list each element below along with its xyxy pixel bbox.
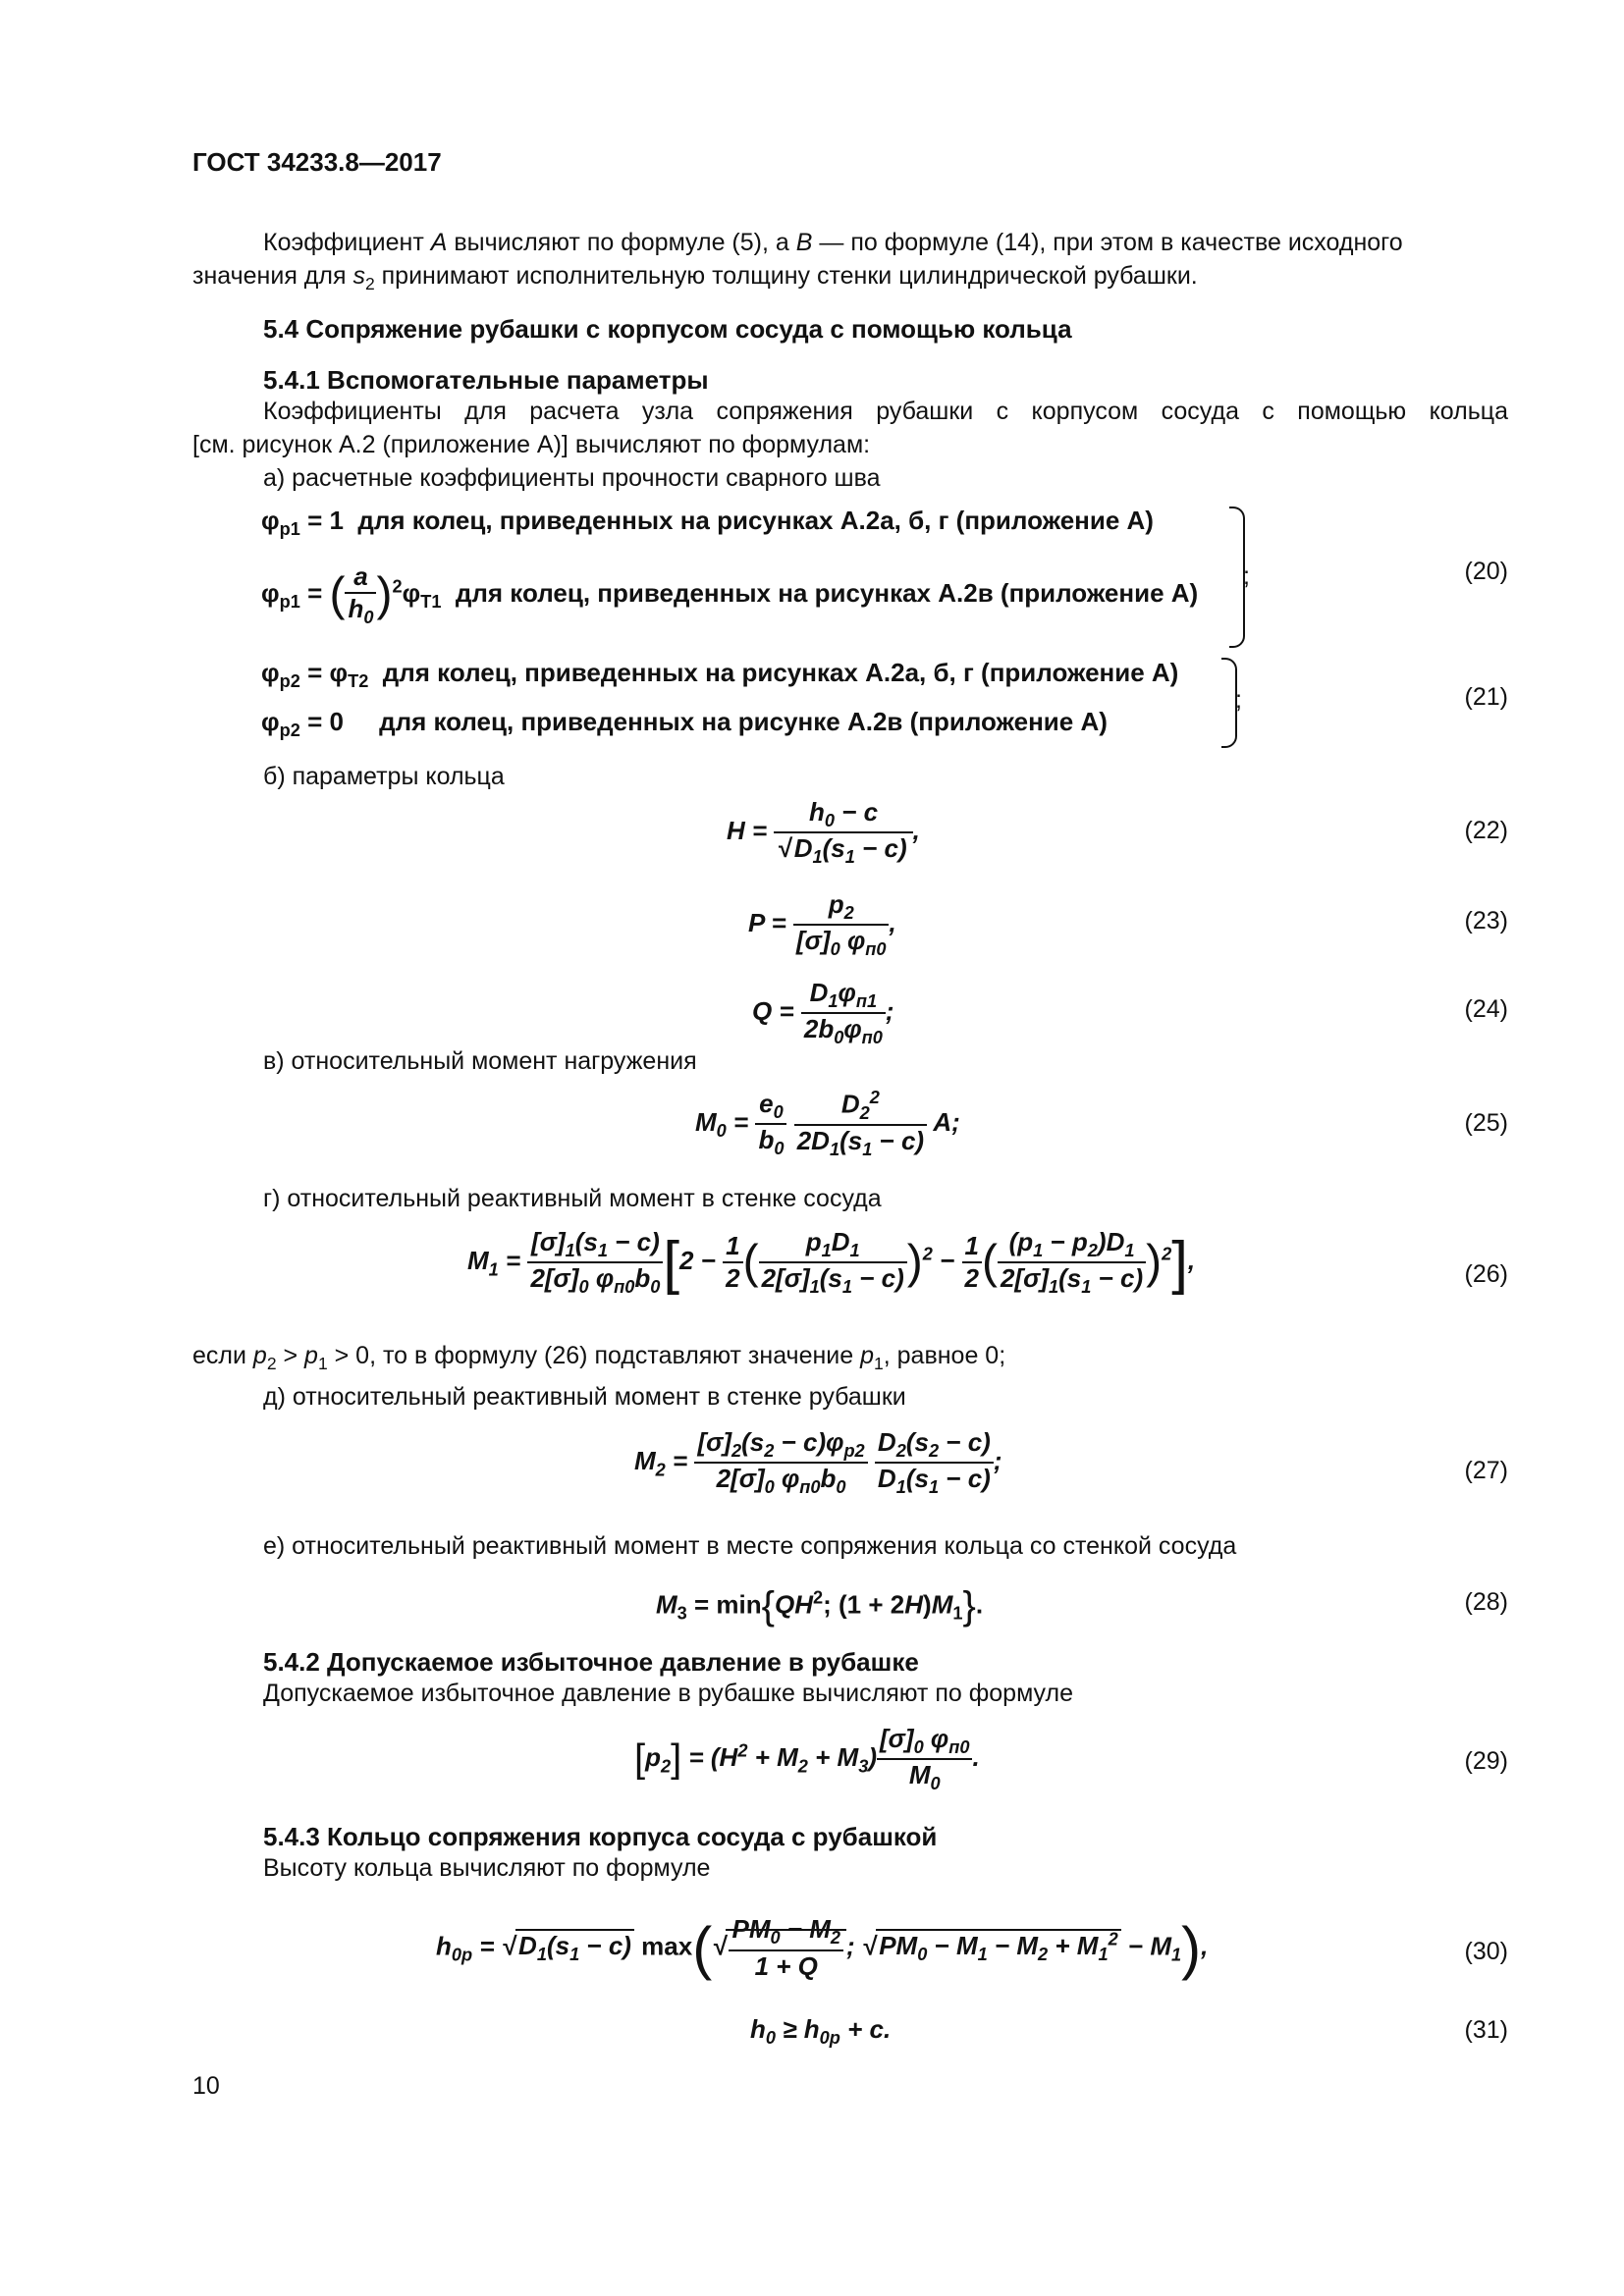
- eq30: $h_{0р}$ = √ $D_1(s_1 - c)$ max(√ $\frac{PM_0 - M_2}{1 + Q}$ ; √ $PM_0 - M_1 - M_2 + M_1^2 - M_1$),: [436, 1914, 1209, 1981]
- eq25: $M_0$ = $\frac{e_0}{b_0}$ $\frac{D_2^2}{2D_1(s_1 - c)}$ A;: [695, 1088, 960, 1160]
- eq23: P = $\frac{p_2}{[\sigma]_0 \varphi_{п0}}$ ,: [748, 889, 896, 960]
- para-5-4-3: Высоту кольца вычисляют по формуле: [263, 1854, 711, 1882]
- eq20-line1: $\varphi_{р1} = 1$ для колец, приведенных на рисунках А.2а, б, г (приложение А): [261, 506, 1154, 540]
- para-5-4-2: Допускаемое избыточное давление в рубашке вычисляют по формуле: [263, 1680, 1073, 1707]
- item-a: а) расчетные коэффициенты прочности сварного шва: [263, 464, 881, 492]
- item-e: е) относительный реактивный момент в месте сопряжения кольца со стенкой сосуда: [263, 1532, 1237, 1560]
- eq24-number: (24): [1464, 995, 1508, 1023]
- intro-line-1: Коэффициент A вычисляют по формуле (5), а B — по формуле (14), при этом в качестве исходного: [263, 229, 1403, 256]
- para-5-4-1-line-2: [см. рисунок А.2 (приложение А)] вычисляют по формулам:: [192, 431, 871, 458]
- item-d: д) относительный реактивный момент в стенке рубашки: [263, 1383, 906, 1411]
- eq27-number: (27): [1464, 1457, 1508, 1484]
- eq25-number: (25): [1464, 1109, 1508, 1137]
- section-5-4-2-title: 5.4.2 Допускаемое избыточное давление в рубашке: [263, 1647, 919, 1677]
- item-g: г) относительный реактивный момент в стенке сосуда: [263, 1185, 882, 1212]
- eq21-number: (21): [1464, 683, 1508, 711]
- eq26: $M_1$ = $\frac{[\sigma]_1(s_1 - c)}{2[\sigma]_0 \varphi_{п0}b_0}$ [2 − $\frac{1}{2}$ ( $\frac{p_1D_1}{2[\sigma]_1(s_1 - c)}$ )$^2$ − $\frac{1}{2}$ ( $\frac{(p_1 - p_2)D_1}{2[\sigma]_1(s_1 - c)}$ )$^2$],: [467, 1227, 1196, 1298]
- eq26-number: (26): [1464, 1260, 1508, 1288]
- section-5-4-1-title: 5.4.1 Вспомогательные параметры: [263, 365, 709, 395]
- eq24: Q = $\frac{D_1\varphi_{п1}}{2b_0\varphi_{п0}}$ ;: [752, 978, 894, 1048]
- eq29-number: (29): [1464, 1747, 1508, 1775]
- eq21-text-2: для колец, приведенных на рисунке А.2в (приложение А): [379, 707, 1108, 736]
- eq21-semicolon: ;: [1235, 686, 1242, 714]
- eq20-number: (20): [1464, 558, 1508, 585]
- section-5-4-3-title: 5.4.3 Кольцо сопряжения корпуса сосуда с рубашкой: [263, 1822, 938, 1851]
- note-26: если $p_2 > p_1 > 0$, то в формулу (26) подставляют значение $p_1$, равное 0;: [192, 1342, 1006, 1373]
- eq21-line2: $\varphi_{р2} = 0$ для колец, приведенных на рисунке А.2в (приложение А): [261, 707, 1108, 741]
- eq28: $M_3 = \min\{QH^2$; $(1 + 2H)M_1$}.: [656, 1584, 984, 1628]
- eq20-semicolon: ;: [1243, 562, 1250, 590]
- eq21-line1: $\varphi_{р2} = \varphi_{Т2}$ для колец, приведенных на рисунках А.2а, б, г (приложение А): [261, 658, 1179, 692]
- intro-line-2: значения для $s_2$ принимают исполнительную толщину стенки цилиндрической рубашки.: [192, 262, 1198, 294]
- eq21-text-1: для колец, приведенных на рисунках А.2а, б, г (приложение А): [382, 658, 1179, 687]
- eq22: H = $\frac{h_0 - c}{√ D_1(s_1 - c)}$ ,: [727, 797, 920, 868]
- eq29: $[p_2] = (H^2 + M_2 + M_3)$ $\frac{[\sigma]_0 \varphi_{п0}}{M_0}$ .: [634, 1724, 980, 1794]
- page-number: 10: [192, 2072, 220, 2100]
- eq31-number: (31): [1464, 2016, 1508, 2044]
- eq30-number: (30): [1464, 1938, 1508, 1965]
- eq23-number: (23): [1464, 907, 1508, 934]
- eq28-number: (28): [1464, 1588, 1508, 1616]
- eq20-text-2: для колец, приведенных на рисунках А.2в (приложение А): [455, 577, 1199, 608]
- item-b: б) параметры кольца: [263, 763, 505, 790]
- section-5-4-title: 5.4 Сопряжение рубашки с корпусом сосуда с помощью кольца: [263, 314, 1072, 344]
- eq20-line2: $\varphi_{р1}$ = ( $\frac{a}{h_0}$ )$^2\varphi_{Т1}$ для колец, приведенных на рисунках А.2в (приложение А): [261, 561, 1199, 628]
- eq31: $h_0 \ge h_{0р} + c$.: [750, 2014, 892, 2049]
- item-v: в) относительный момент нагружения: [263, 1047, 697, 1075]
- eq20-text-1: для колец, приведенных на рисунках А.2а, б, г (приложение А): [357, 506, 1154, 535]
- document-header: ГОСТ 34233.8—2017: [192, 147, 442, 177]
- eq27: $M_2$ = $\frac{[\sigma]_2(s_2 - c)\varphi_{р2}}{2[\sigma]_0 \varphi_{п0}b_0}$ $\frac{D_2(s_2 - c)}{D_1(s_1 - c)}$ ;: [634, 1427, 1002, 1498]
- para-5-4-1-line-1: Коэффициенты для расчета узла сопряжения рубашки с корпусом сосуда с помощью кольца: [263, 398, 1508, 425]
- eq22-number: (22): [1464, 817, 1508, 844]
